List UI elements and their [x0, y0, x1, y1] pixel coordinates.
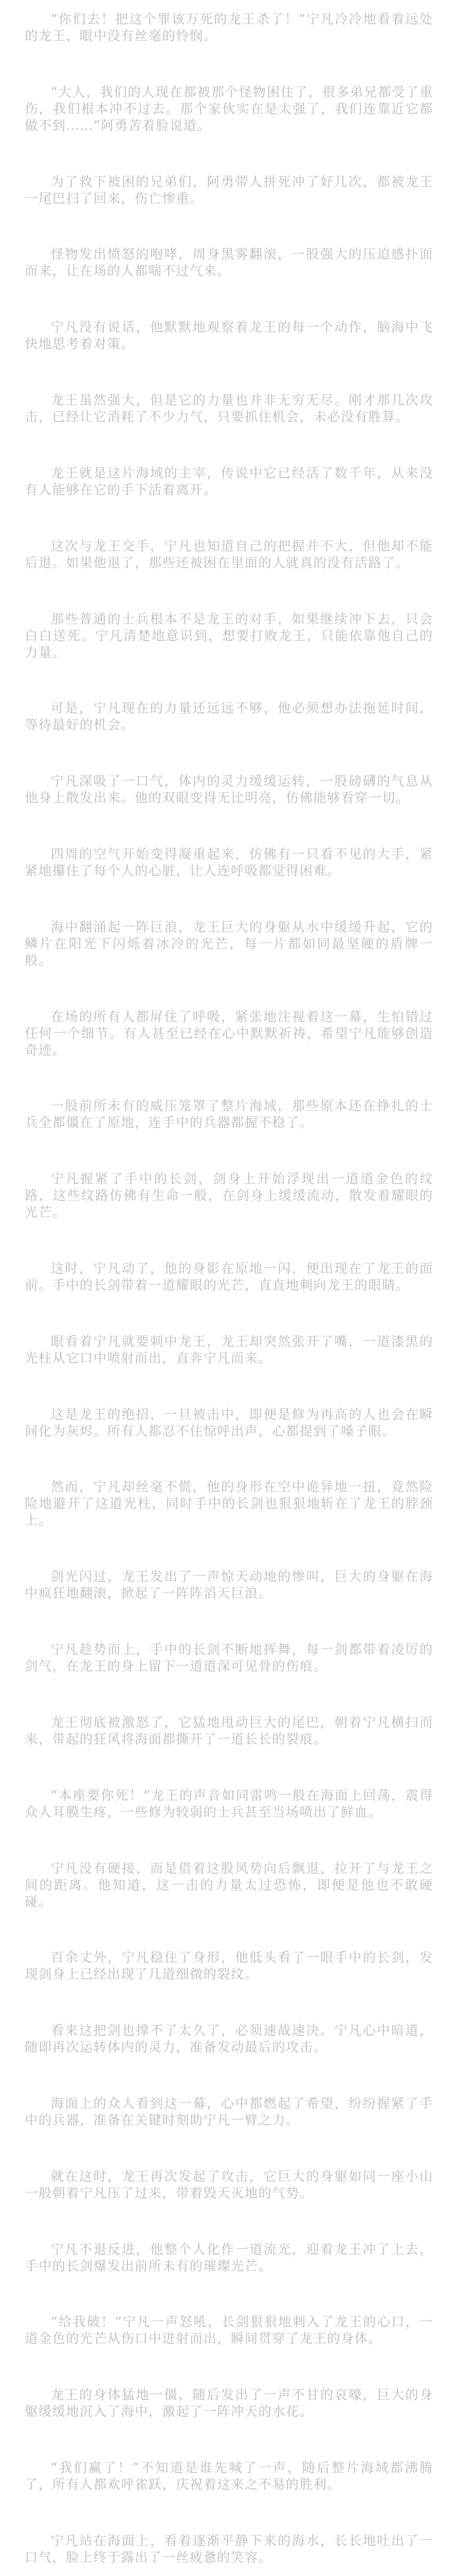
paragraph: 四周的空气开始变得凝重起来，仿佛有一只看不见的大手，紧紧地攥住了每个人的心脏，让人连呼吸都觉得困难。 — [25, 846, 433, 878]
paragraph: 眼看着宁凡就要刺中龙王，龙王却突然张开了嘴，一道漆黑的光柱从它口中喷射而出，直奔宁凡而来。 — [25, 1333, 433, 1366]
paragraph: “你们去！把这个罪该万死的龙王杀了！”宁凡冷冷地看着远处的龙王，眼中没有丝毫的怜悯。 — [25, 12, 433, 43]
paragraph: “本座要你死！”龙王的声音如同雷鸣一般在海面上回荡，震得众人耳膜生疼，一些修为较弱的士兵甚至当场喷出了鲜血。 — [25, 1787, 433, 1820]
paragraph: 然而，宁凡却丝毫不慌，他的身形在空中诡异地一扭，竟然险险地避开了这道光柱，同时手中的长剑也狠狠地斩在了龙王的脖颈上。 — [25, 1479, 433, 1528]
novel-text — [25, 11, 433, 2566]
paragraph: 宁凡没有说话，他默默地观察着龙王的每一个动作，脑海中飞快地思考着对策。 — [25, 320, 433, 352]
paragraph: 这是龙王的绝招，一旦被击中，即便是修为再高的人也会在瞬间化为灰烬。所有人都忍不住惊呼出声，心都提到了嗓子眼。 — [25, 1406, 433, 1439]
paragraph: 龙王就是这片海域的主宰，传说中它已经活了数千年，从来没有人能够在它的手下活着离开。 — [25, 465, 433, 497]
paragraph: 为了救下被困的兄弟们，阿勇带人拼死冲了好几次，都被龙王一尾巴扫了回来，伤亡惨重。 — [25, 174, 433, 206]
paragraph: 百余丈外，宁凡稳住了身形，他低头看了一眼手中的长剑，发现剑身上已经出现了几道细微的裂纹。 — [25, 1950, 433, 1982]
paragraph: 海面上的众人看到这一幕，心中都燃起了希望，纷纷握紧了手中的兵器，准备在关键时刻助宁凡一臂之力。 — [25, 2095, 433, 2128]
paragraph: 看来这把剑也撑不了太久了，必须速战速决。宁凡心中暗道，随即再次运转体内的灵力，准备发动最后的攻击。 — [25, 2023, 433, 2055]
paragraph: 龙王的身体猛地一僵，随后发出了一声不甘的哀嚎，巨大的身躯缓缓地沉入了海中，激起了一阵冲天的水花。 — [25, 2387, 433, 2420]
paragraph: 就在这时，龙王再次发起了攻击，它巨大的身躯如同一座小山一般朝着宁凡压了过来，带着毁天灭地的气势。 — [25, 2168, 433, 2201]
paragraph: 龙王虽然强大，但是它的力量也并非无穷无尽。刚才那几次攻击，已经让它消耗了不少力气，只要抓住机会，未必没有胜算。 — [25, 393, 433, 425]
paragraph: 龙王彻底被激怒了，它猛地甩动巨大的尾巴，朝着宁凡横扫而来，带起的狂风将海面都撕开了一道长长的裂痕。 — [25, 1714, 433, 1747]
paragraph: 宁凡不退反进，他整个人化作一道流光，迎着龙王冲了上去，手中的长剑爆发出前所未有的璀璨光芒。 — [25, 2241, 433, 2274]
paragraph: 可是，宁凡现在的力量还远远不够，他必须想办法拖延时间，等待最好的机会。 — [25, 701, 433, 733]
paragraph: 宁凡没有硬接，而是借着这股风势向后飘退，拉开了与龙王之间的距离。他知道，这一击的力量太过恐怖，即便是他也不敢硬碰。 — [25, 1860, 433, 1909]
paragraph: “大人，我们的人现在都被那个怪物困住了，很多弟兄都受了重伤，我们根本冲不过去。那个家伙实在是太强了，我们连靠近它都做不到……”阿勇苦着脸说道。 — [25, 84, 433, 133]
paragraph: 剑光闪过，龙王发出了一声惊天动地的惨叫，巨大的身躯在海中疯狂地翻滚，掀起了一阵阵滔天巨浪。 — [25, 1569, 433, 1601]
paragraph: 这次与龙王交手，宁凡也知道自己的把握并不大，但他却不能后退。如果他退了，那些还被困在里面的人就真的没有活路了。 — [25, 538, 433, 570]
paragraph: 一股前所未有的威压笼罩了整片海域，那些原本还在挣扎的士兵全都僵在了原地，连手中的兵器都握不稳了。 — [25, 1098, 433, 1131]
paragraph: 宁凡站在海面上，看着逐渐平静下来的海水，长长地吐出了一口气，脸上终于露出了一丝疲惫的笑容。 — [25, 2533, 433, 2565]
paragraph: 在场的所有人都屏住了呼吸，紧张地注视着这一幕，生怕错过任何一个细节。有人甚至已经在心中默默祈祷，希望宁凡能够创造奇迹。 — [25, 1009, 433, 1058]
paragraph: 宁凡握紧了手中的长剑，剑身上开始浮现出一道道金色的纹路，这些纹路仿佛有生命一般，在剑身上缓缓流动，散发着耀眼的光芒。 — [25, 1171, 433, 1220]
paragraph: 宁凡深吸了一口气，体内的灵力缓缓运转，一股磅礴的气息从他身上散发出来。他的双眼变得无比明亮，仿佛能够看穿一切。 — [25, 774, 433, 806]
paragraph: “我们赢了！”不知道是谁先喊了一声，随后整片海域都沸腾了，所有人都欢呼雀跃，庆祝着这来之不易的胜利。 — [25, 2460, 433, 2492]
paragraph: 海中翻涌起一阵巨浪，龙王巨大的身躯从水中缓缓升起，它的鳞片在阳光下闪烁着冰冷的光芒，每一片都如同最坚硬的盾牌一般。 — [25, 919, 433, 968]
paragraph: 这时，宁凡动了，他的身影在原地一闪，便出现在了龙王的面前。手中的长剑带着一道耀眼的光芒，直直地刺向龙王的眼睛。 — [25, 1261, 433, 1293]
paragraph: “给我破！”宁凡一声怒吼，长剑狠狠地刺入了龙王的心口，一道金色的光芒从伤口中迸射而出，瞬间贯穿了龙王的身体。 — [25, 2314, 433, 2347]
paragraph: 那些普通的士兵根本不是龙王的对手，如果继续冲下去，只会白白送死。宁凡清楚地意识到，想要打败龙王，只能依靠他自己的力量。 — [25, 611, 433, 660]
paragraph: 怪物发出愤怒的咆哮，周身黑雾翻滚，一股强大的压迫感扑面而来，让在场的人都喘不过气来。 — [25, 247, 433, 279]
paragraph: 宁凡趁势而上，手中的长剑不断地挥舞，每一剑都带着凌厉的剑气，在龙王的身上留下一道道深可见骨的伤痕。 — [25, 1642, 433, 1674]
